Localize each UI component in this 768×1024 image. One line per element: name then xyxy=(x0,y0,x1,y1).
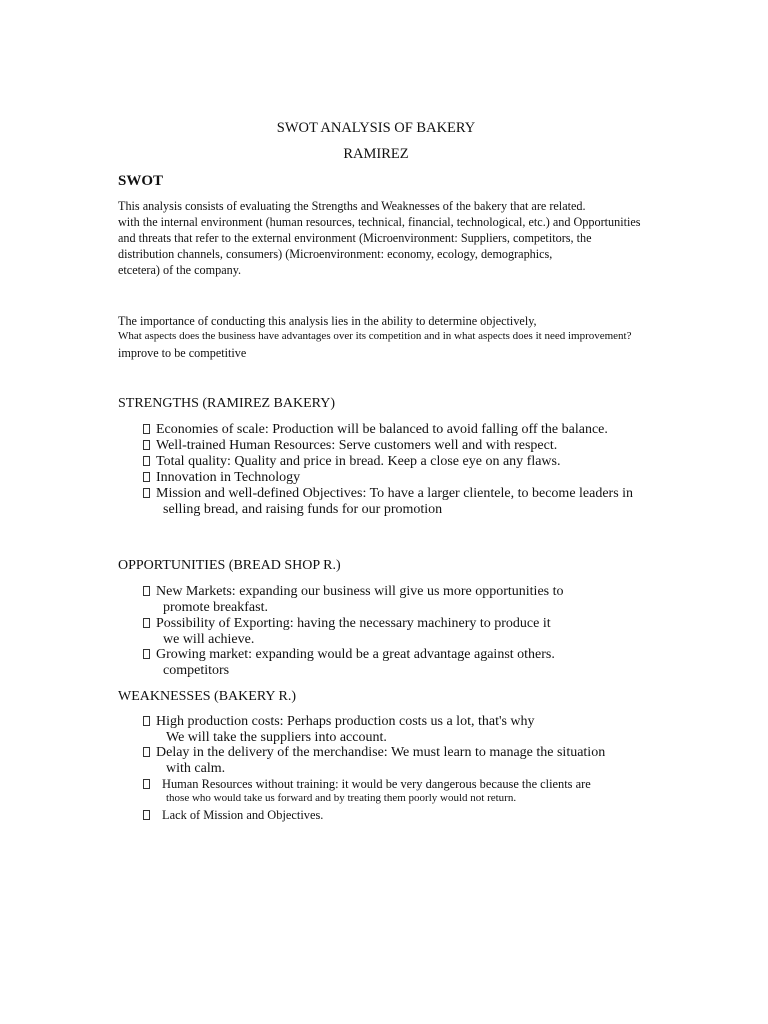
strength-item-continuation: selling bread, and raising funds for our promotion xyxy=(163,502,443,517)
strength-item: Innovation in Technology xyxy=(143,471,300,485)
opportunity-item: Possibility of Exporting: having the necessary machinery to produce it xyxy=(143,617,551,631)
intro-line: distribution channels, consumers) (Microenvironment: economy, ecology, demographics, xyxy=(118,247,553,261)
checkbox-bullet-icon xyxy=(143,488,150,498)
weakness-item: Lack of Mission and Objectives. xyxy=(143,809,323,821)
document-subtitle: RAMIREZ xyxy=(343,146,409,162)
checkbox-bullet-icon xyxy=(143,618,150,628)
opportunities-heading: OPPORTUNITIES (BREAD SHOP R.) xyxy=(118,558,341,573)
opportunity-item-continuation: competitors xyxy=(163,663,230,678)
intro-line: etcetera) of the company. xyxy=(118,263,242,277)
checkbox-bullet-icon xyxy=(143,472,150,482)
document-title: SWOT ANALYSIS OF BAKERY xyxy=(276,120,476,136)
checkbox-bullet-icon xyxy=(143,810,150,820)
importance-line: improve to be competitive xyxy=(118,346,247,360)
checkbox-bullet-icon xyxy=(143,649,150,659)
strength-item: Economies of scale: Production will be balanced to avoid falling off the balance. xyxy=(143,423,608,437)
opportunity-item-continuation: promote breakfast. xyxy=(163,600,268,615)
intro-line: with the internal environment (human resources, technical, financial, technological, etc.) and Opportunities xyxy=(118,215,641,229)
checkbox-bullet-icon xyxy=(143,586,150,596)
weakness-item-continuation: those who would take us forward and by treating them poorly would not return. xyxy=(166,792,517,804)
intro-line: This analysis consists of evaluating the Strengths and Weaknesses of the bakery that are related. xyxy=(118,199,586,213)
checkbox-bullet-icon xyxy=(143,747,150,757)
checkbox-bullet-icon xyxy=(143,456,150,466)
checkbox-bullet-icon xyxy=(143,716,150,726)
strength-item: Mission and well-defined Objectives: To have a larger clientele, to become leaders in xyxy=(143,487,633,501)
weakness-item-continuation: We will take the suppliers into account. xyxy=(166,730,387,745)
strengths-heading: STRENGTHS (RAMIREZ BAKERY) xyxy=(118,396,336,411)
weaknesses-heading: WEAKNESSES (BAKERY R.) xyxy=(118,689,296,704)
checkbox-bullet-icon xyxy=(143,440,150,450)
opportunity-item: New Markets: expanding our business will give us more opportunities to xyxy=(143,585,564,599)
opportunity-item-continuation: we will achieve. xyxy=(163,632,255,647)
weakness-item: High production costs: Perhaps production costs us a lot, that's why xyxy=(143,715,535,729)
opportunity-item: Growing market: expanding would be a great advantage against others. xyxy=(143,648,555,662)
weakness-item-continuation: with calm. xyxy=(166,761,226,776)
importance-line: What aspects does the business have advantages over its competition and in what aspects does it need improvement? xyxy=(118,330,632,342)
intro-line: and threats that refer to the external environment (Microenvironment: Suppliers, competitors, the xyxy=(118,231,592,245)
checkbox-bullet-icon xyxy=(143,424,150,434)
strength-item: Total quality: Quality and price in bread. Keep a close eye on any flaws. xyxy=(143,455,561,469)
strength-item: Well-trained Human Resources: Serve customers well and with respect. xyxy=(143,439,557,453)
weakness-item: Human Resources without training: it would be very dangerous because the clients are xyxy=(143,778,591,790)
checkbox-bullet-icon xyxy=(143,779,150,789)
importance-line: The importance of conducting this analysis lies in the ability to determine objectively, xyxy=(118,314,537,328)
swot-heading: SWOT xyxy=(118,173,164,189)
weakness-item: Delay in the delivery of the merchandise: We must learn to manage the situation xyxy=(143,746,605,760)
